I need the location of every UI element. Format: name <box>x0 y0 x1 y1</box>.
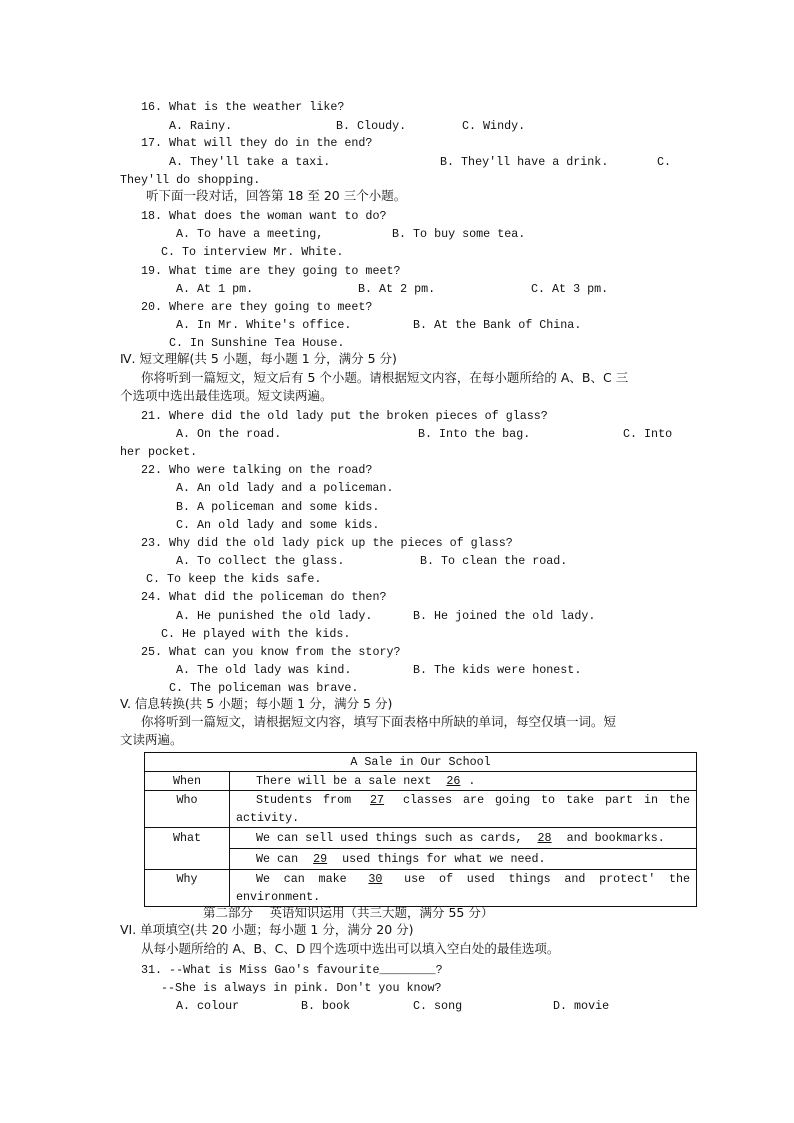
option-c: C. Windy. <box>462 119 526 133</box>
instruction: 听下面一段对话，回答第 18 至 20 三个小题。 <box>146 188 407 203</box>
text: used things for what we need. <box>342 852 546 866</box>
option-c: C. <box>657 155 672 169</box>
option-b: B. At the Bank of China. <box>413 318 582 332</box>
option-c: C. To keep the kids safe. <box>146 572 322 586</box>
question-stem: 21. Where did the old lady put the broken pieces of glass? <box>141 409 548 423</box>
option-b: B. Into the bag. <box>418 427 531 441</box>
part-2-title: 第二部分 英语知识运用（共三大题，满分 55 分） <box>203 905 494 920</box>
section-5-instruction-cont: 文读两遍。 <box>120 732 183 747</box>
option-a: A. On the road. <box>176 427 282 441</box>
sale-table <box>144 752 697 907</box>
row-value <box>230 772 697 791</box>
option-b: B. They'll have a drink. <box>440 155 609 169</box>
option-c: C. He played with the kids. <box>161 627 351 641</box>
option-a: A. At 1 pm. <box>176 282 254 296</box>
question-stem: 22. Who were talking on the road? <box>141 463 373 477</box>
blank-30: 30 <box>368 872 383 886</box>
option-a: A. In Mr. White's office. <box>176 318 352 332</box>
text: Students from <box>256 793 352 807</box>
text: classes are going to take part in the activity. <box>236 793 690 825</box>
option-c: C. In Sunshine Tea House. <box>169 336 345 350</box>
option-b: B. At 2 pm. <box>358 282 436 296</box>
option-b: B. Cloudy. <box>336 119 407 133</box>
text: use of used things and protect' the environment. <box>236 872 691 904</box>
section-6-title: VI. 单项填空(共 20 小题；每小题 1 分，满分 20 分) <box>120 922 414 937</box>
option-b: B. To clean the road. <box>420 554 568 568</box>
option-c-text: her pocket. <box>120 445 198 459</box>
table-row <box>145 828 697 849</box>
question-stem: 18. What does the woman want to do? <box>141 209 387 223</box>
blank-29: 29 <box>313 852 328 866</box>
row-value <box>230 791 697 828</box>
option-a: A. To collect the glass. <box>176 554 345 568</box>
section-6-instruction: 从每小题所给的 A、B、C、D 四个选项中选出可以填入空白处的最佳选项。 <box>141 941 560 956</box>
option-a: A. The old lady was kind. <box>176 663 352 677</box>
text: We can sell used things such as cards, <box>256 831 523 845</box>
question-stem-cont: --She is always in pink. Don't you know? <box>161 981 442 995</box>
option-a: A. colour <box>176 999 240 1013</box>
option-c-text: They'll do shopping. <box>120 173 261 187</box>
row-value <box>230 828 697 849</box>
table-title: A Sale in Our School <box>145 753 697 772</box>
question-stem: 24. What did the policeman do then? <box>141 590 387 604</box>
option-a: A. He punished the old lady. <box>176 609 373 623</box>
row-label: What <box>145 828 230 870</box>
section-4-instruction-cont: 个选项中选出最佳选项。短文读两遍。 <box>120 388 333 403</box>
section-5-instruction: 你将听到一篇短文，请根据短文内容，填写下面表格中所缺的单词，每空仅填一词。短 <box>141 714 617 729</box>
option-b: B. He joined the old lady. <box>413 609 596 623</box>
option-c: C. An old lady and some kids. <box>176 518 380 532</box>
question-stem: 20. Where are they going to meet? <box>141 300 373 314</box>
row-value <box>230 849 697 870</box>
text: We can make <box>256 872 347 886</box>
row-label: Who <box>145 791 230 828</box>
option-b: B. book <box>301 999 351 1013</box>
option-a: A. An old lady and a policeman. <box>176 481 394 495</box>
option-d: D. movie <box>553 999 610 1013</box>
row-label: When <box>145 772 230 791</box>
blank-26: 26 <box>446 774 461 788</box>
table-row <box>145 870 697 907</box>
option-a: A. Rainy. <box>169 119 233 133</box>
question-stem: 23. Why did the old lady pick up the pieces of glass? <box>141 536 513 550</box>
question-stem: 31. --What is Miss Gao's favourite________? <box>141 963 443 977</box>
question-stem: 17. What will they do in the end? <box>141 136 373 150</box>
option-a: A. To have a meeting, <box>176 227 324 241</box>
text: . <box>468 774 476 788</box>
blank-27: 27 <box>370 793 385 807</box>
option-c: C. To interview Mr. White. <box>161 245 344 259</box>
option-c: C. The policeman was brave. <box>169 681 359 695</box>
question-stem: 19. What time are they going to meet? <box>141 264 401 278</box>
option-a: A. They'll take a taxi. <box>169 155 331 169</box>
row-value <box>230 870 697 907</box>
section-4-instruction: 你将听到一篇短文，短文后有 5 个小题。请根据短文内容，在每小题所给的 A、B、C 三 <box>141 370 629 385</box>
row-label: Why <box>145 870 230 907</box>
blank-28: 28 <box>537 831 552 845</box>
section-5-title: V. 信息转换(共 5 小题；每小题 1 分，满分 5 分) <box>120 696 393 711</box>
text: and bookmarks. <box>566 831 665 845</box>
table-row <box>145 791 697 828</box>
question-stem: 16. What is the weather like? <box>141 100 345 114</box>
text: We can <box>256 852 299 866</box>
option-c: C. Into <box>623 427 673 441</box>
option-b: B. A policeman and some kids. <box>176 500 380 514</box>
section-4-title: Ⅳ. 短文理解(共 5 小题，每小题 1 分，满分 5 分) <box>120 351 397 366</box>
option-c: C. song <box>413 999 463 1013</box>
text: There will be a sale next <box>256 774 432 788</box>
option-b: B. To buy some tea. <box>392 227 526 241</box>
table-row <box>145 772 697 791</box>
option-b: B. The kids were honest. <box>413 663 582 677</box>
question-stem: 25. What can you know from the story? <box>141 645 401 659</box>
option-c: C. At 3 pm. <box>531 282 609 296</box>
